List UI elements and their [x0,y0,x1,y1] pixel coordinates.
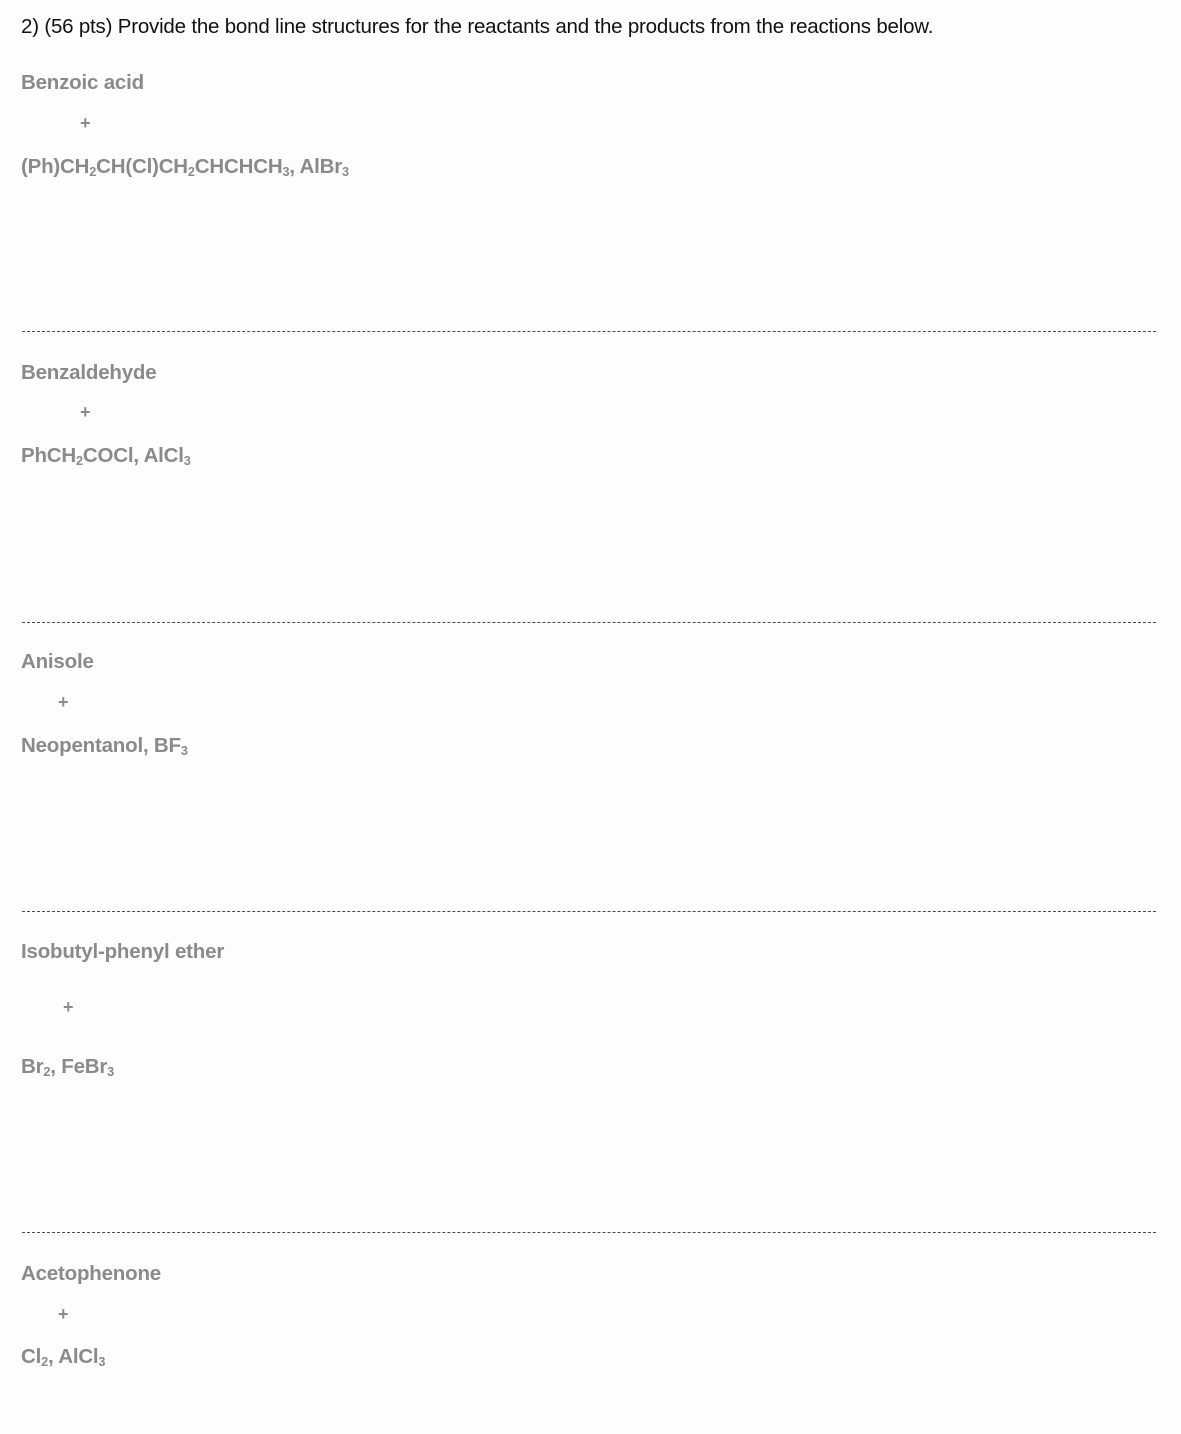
reactant-name: Anisole [21,650,94,673]
formula-subscript: 3 [180,742,188,758]
formula-subscript: 3 [342,163,349,179]
formula-subscript: 2 [89,163,97,179]
section-divider [22,331,1156,332]
formula-subscript: 3 [183,452,191,468]
formula-subscript: 2 [41,1353,48,1369]
reactant-name: Benzoic acid [21,71,144,94]
formula-subscript: 2 [187,163,195,179]
section-divider [22,1232,1156,1233]
reactant-name: Acetophenone [21,1262,161,1285]
reagent-formula [21,444,191,468]
plus-sign: + [58,1304,69,1324]
plus-sign: + [80,113,91,133]
reagent-formula [21,1055,114,1079]
section-divider [22,911,1156,912]
reagent-formula [21,734,188,758]
plus-sign: + [80,402,91,422]
formula-part: COCl, AlCl [82,444,184,467]
plus-sign: + [58,692,69,712]
formula-subscript: 2 [76,452,83,468]
formula-part: (Ph)CH [21,155,90,178]
formula-part: PhCH [21,444,77,467]
reagent-formula [21,1345,105,1369]
reactant-name: Isobutyl-phenyl ether [21,940,225,963]
formula-part: Neopentanol, BF [21,734,181,757]
formula-part: , AlCl [47,1345,99,1368]
formula-part: CH(Cl)CH [96,155,188,178]
plus-sign: + [63,997,74,1017]
formula-subscript: 3 [98,1353,106,1369]
formula-part: Br [21,1055,44,1078]
formula-part: Cl [21,1345,42,1368]
formula-part: CHCHCH [194,155,283,178]
formula-part: , FeBr [50,1055,108,1078]
formula-subscript: 3 [107,1063,115,1079]
question-text: 2) (56 pts) Provide the bond line structures for the reactants and the products from the reactions below. [21,15,934,38]
formula-part: , AlBr [289,155,343,178]
section-divider [22,622,1156,623]
formula-subscript: 3 [282,163,290,179]
formula-subscript: 2 [43,1063,51,1079]
reagent-formula [21,155,349,179]
reactant-name: Benzaldehyde [21,361,157,384]
